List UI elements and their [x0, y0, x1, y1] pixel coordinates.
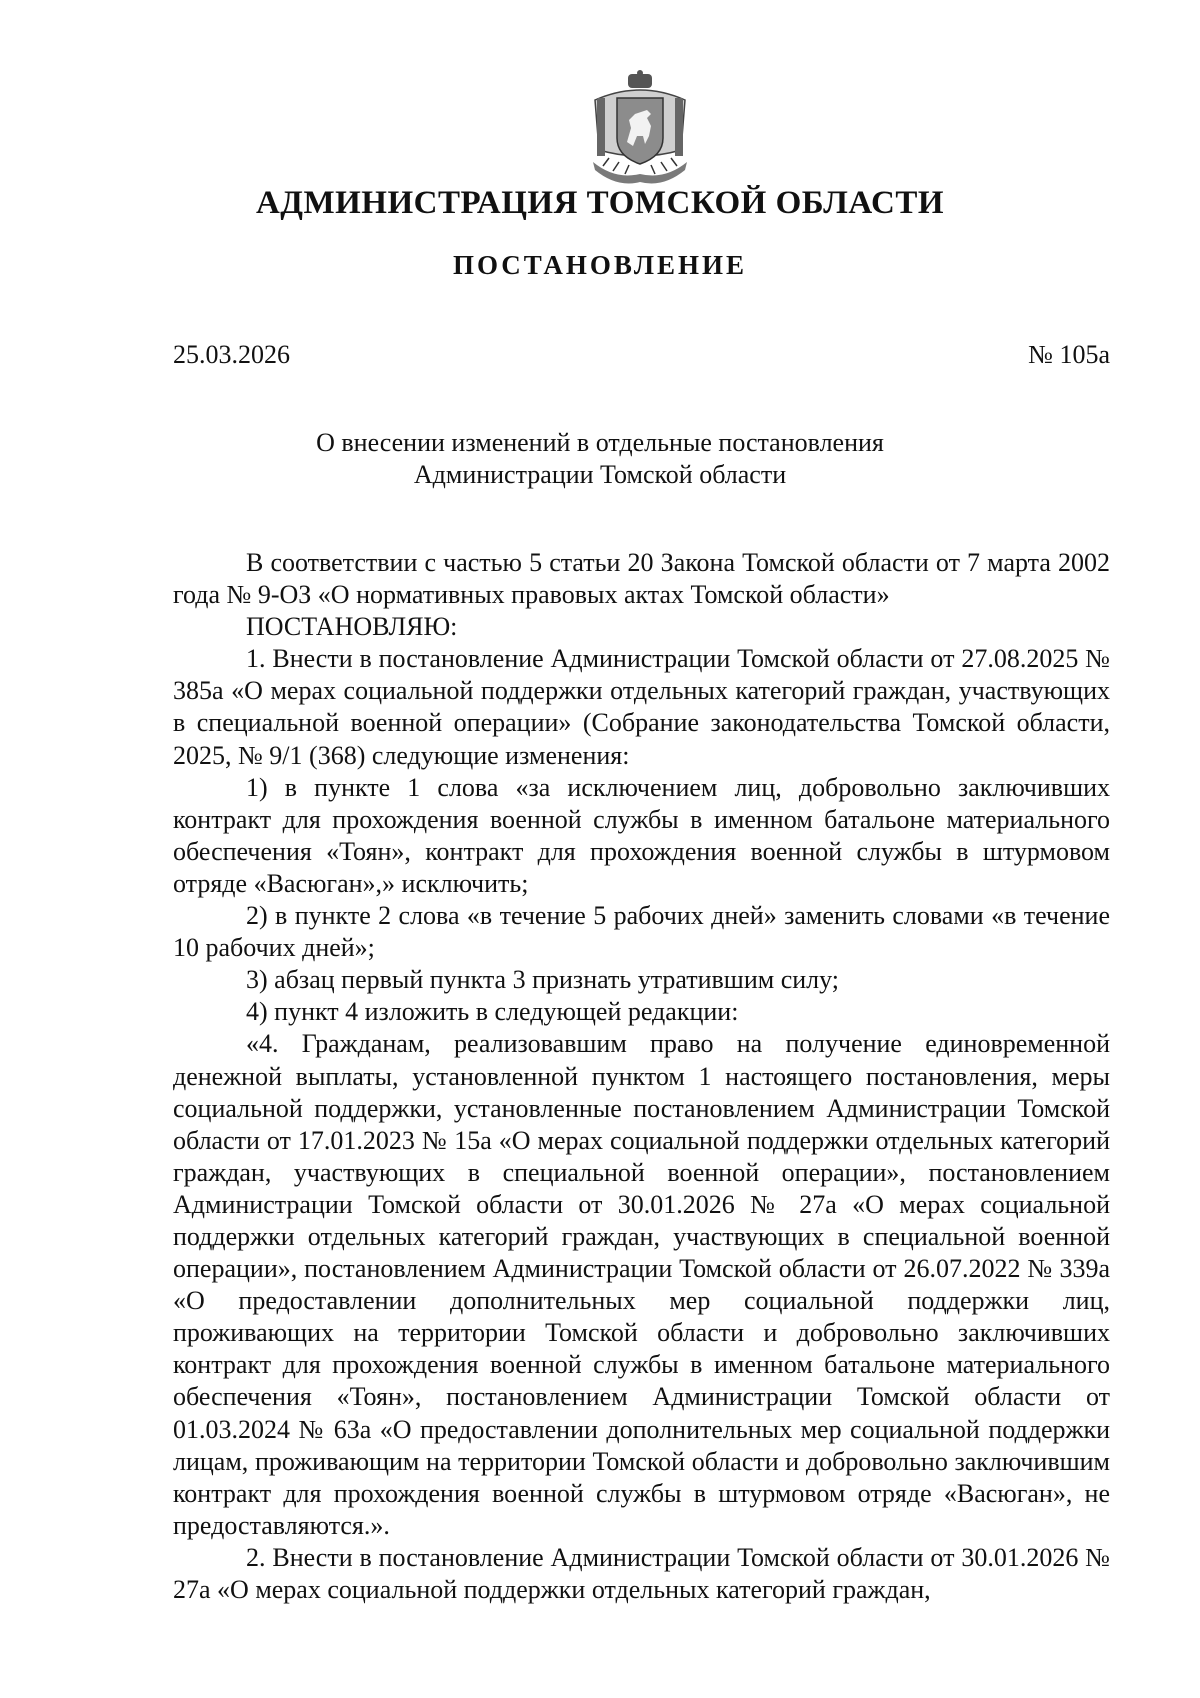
body-paragraph: 2) в пункте 2 слова «в течение 5 рабочих дней» заменить словами «в течение 10 рабочих дней»;	[173, 901, 1110, 963]
body-paragraph: 4) пункт 4 изложить в следующей редакции:	[246, 997, 739, 1027]
subject-line: О внесении изменений в отдельные постановления	[316, 428, 884, 457]
document-number: № 105а	[1028, 340, 1110, 369]
document-subject	[0, 427, 1200, 491]
coat-of-arms-emblem	[585, 70, 695, 190]
document-date: 25.03.2026	[173, 340, 290, 369]
resolution-keyword: ПОСТАНОВЛЯЮ:	[246, 612, 458, 642]
body-paragraph: В соответствии с частью 5 статьи 20 Закона Томской области от 7 марта 2002 года № 9-ОЗ «О нормативных правовых актах Томской области»	[173, 548, 1110, 610]
body-paragraph: «4. Гражданам, реализовавшим право на получение единовременной денежной выплаты, установленной пунктом 1 настоящего постановления, меры социальной поддержки, установленные постановлением Администрации Томской области от 17.01.2023 № 15а «О мерах социальной поддержки отдельных категорий граждан, участвующих в специальной военной операции», постановлением Администрации Томской области от 30.01.2026 № 27а «О мерах социальной поддержки отдельных категорий граждан, участвующих в специальной военной операции», постановлением Администрации Томской области от 26.07.2022 № 339а «О предоставлении дополнительных мер социальной поддержки лиц, проживающих на территории Томской области и добровольно заключивших контракт для прохождения военной службы в именном батальоне материального обеспечения «Тоян», постановлением Администрации Томской области от 01.03.2024 № 63а «О предоставлении дополнительных мер социальной поддержки лицам, проживающим на территории Томской области и добровольно заключившим контракт для прохождения военной службы в штурмовом отряде «Васюган», не предоставляются.».	[173, 1029, 1110, 1540]
body-paragraph: 3) абзац первый пункта 3 признать утратившим силу;	[246, 965, 839, 995]
document-type-heading: ПОСТАНОВЛЕНИЕ	[452, 250, 748, 280]
subject-line: Администрации Томской области	[413, 460, 787, 489]
organization-title: АДМИНИСТРАЦИЯ ТОМСКОЙ ОБЛАСТИ	[255, 185, 945, 221]
body-paragraph: 1) в пункте 1 слова «за исключением лиц, добровольно заключивших контракт для прохождения военной службы в именном батальоне материального обеспечения «Тоян», контракт для прохождения военной службы в штурмовом отряде «Васюган»,» исключить;	[173, 772, 1110, 898]
body-paragraph: 2. Внести в постановление Администрации Томской области от 30.01.2026 № 27а «О мерах социальной поддержки отдельных категорий граждан,	[173, 1542, 1110, 1604]
document-body	[173, 547, 1110, 1606]
body-paragraph: 1. Внести в постановление Администрации Томской области от 27.08.2025 № 385а «О мерах социальной поддержки отдельных категорий граждан, участвующих в специальной военной операции» (Собрание законодательства Томской области, 2025, № 9/1 (368) следующие изменения:	[173, 644, 1110, 770]
